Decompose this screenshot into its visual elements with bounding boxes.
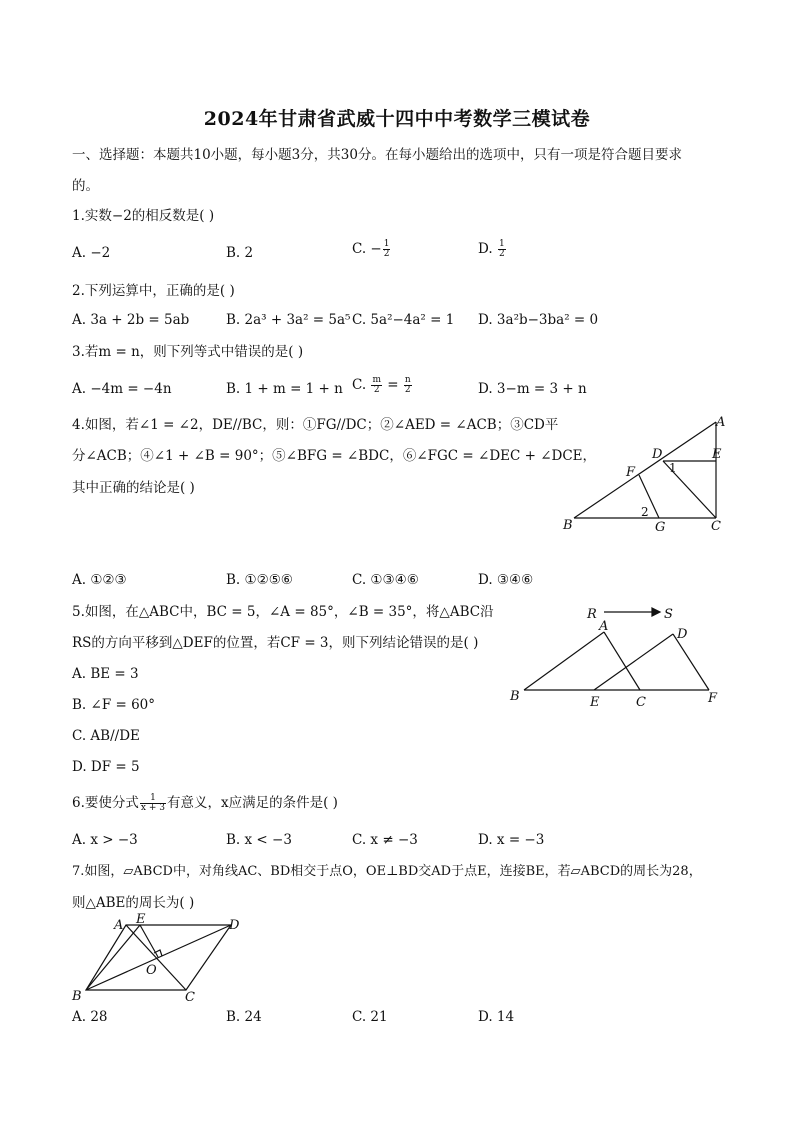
q2-option-a: A. 3a + 2b = 5ab: [72, 312, 190, 328]
label-f: F: [626, 465, 636, 480]
q6-option-b: B. x < −3: [226, 832, 292, 848]
fraction: $\frac{m}{2}$: [372, 375, 381, 395]
q4-option-a: A. ①②③: [72, 572, 127, 588]
q5-option-b: B. ∠F = 60°: [72, 697, 156, 713]
line-ba: [574, 422, 716, 518]
label-r: R: [587, 607, 597, 622]
label-angle-1: 1: [669, 461, 677, 475]
label-e: E: [136, 912, 146, 927]
label-a: A: [599, 619, 609, 634]
label-angle-2: 2: [641, 505, 649, 519]
section-instruction-line2: 的。: [72, 178, 99, 194]
line-ba: [524, 632, 604, 690]
label-c: C: [636, 695, 646, 710]
q1-option-b: B. 2: [226, 245, 254, 261]
q2-option-b: B. 2a³ + 3a² = 5a⁵: [226, 312, 351, 328]
q1-option-a: A. −2: [72, 245, 111, 261]
q7-option-a: A. 28: [72, 1009, 108, 1025]
label-e: E: [590, 695, 600, 710]
q5-option-a: A. BE = 3: [72, 666, 139, 682]
label-b: B: [72, 989, 82, 1004]
q4-option-b: B. ①②⑤⑥: [226, 572, 293, 588]
question-5-line1: 5.如图，在△ABC中，BC = 5，∠A = 85°，∠B = 35°，将△ABC沿: [72, 604, 494, 620]
q7-option-b: B. 24: [226, 1009, 262, 1025]
fraction: $\frac{1}{x + 3}$: [140, 793, 165, 813]
q4-figure: [556, 412, 732, 536]
question-4-line3: 其中正确的结论是( ): [72, 480, 195, 496]
q7-option-d: D. 14: [478, 1009, 515, 1025]
question-6-stem: 6.要使分式 $\frac{1}{x + 3}$ 有意义，x应满足的条件是( ): [72, 793, 338, 813]
line-ed: [594, 634, 673, 690]
q6-option-d: D. x = −3: [478, 832, 545, 848]
label-a: A: [114, 918, 124, 933]
q1-option-c: C. − $\frac{1}{2}$: [352, 239, 390, 259]
label-c: C: [185, 990, 195, 1005]
fraction: $\frac{1}{2}$: [383, 239, 390, 259]
q1-option-d: D. $\frac{1}{2}$: [478, 239, 505, 259]
label-d: D: [229, 918, 240, 933]
question-1-stem: 1.实数−2的相反数是( ): [72, 208, 215, 224]
page-title: 2024年甘肃省武威十四中中考数学三模试卷: [203, 108, 591, 130]
question-2-stem: 2.下列运算中，正确的是( ): [72, 283, 235, 299]
label-o: O: [146, 963, 157, 978]
question-4-line1: 4.如图，若∠1 = ∠2，DE//BC，则：①FG//DC；②∠AED = ∠ACB；③CD平: [72, 417, 559, 433]
fraction: $\frac{1}{2}$: [498, 239, 505, 259]
label-g: G: [655, 520, 666, 535]
q7-option-c: C. 21: [352, 1009, 388, 1025]
question-5-line2: RS的方向平移到△DEF的位置，若CF = 3，则下列结论错误的是( ): [72, 635, 479, 651]
label-f: F: [708, 691, 718, 706]
label-a: A: [716, 415, 726, 430]
label-b: B: [563, 518, 573, 533]
question-7-line2: 则△ABE的周长为( ): [72, 895, 195, 911]
q4-option-d: D. ③④⑥: [478, 572, 534, 588]
q3-option-b: B. 1 + m = 1 + n: [226, 381, 343, 397]
line-df: [673, 634, 709, 690]
fraction: $\frac{n}{2}$: [404, 375, 411, 395]
q2-option-d: D. 3a²b−3ba² = 0: [478, 312, 599, 328]
arrow-head: [652, 608, 660, 616]
label-d: D: [677, 627, 688, 642]
label-e: E: [712, 447, 722, 462]
q4-option-c: C. ①③④⑥: [352, 572, 419, 588]
q5-figure: [504, 600, 726, 712]
q5-option-c: C. AB//DE: [72, 728, 140, 744]
question-3-stem: 3.若m = n，则下列等式中错误的是( ): [72, 344, 304, 360]
q2-option-c: C. 5a²−4a² = 1: [352, 312, 455, 328]
label-c: C: [711, 519, 721, 534]
q3-option-c: C. $\frac{m}{2}$ = $\frac{n}{2}$: [352, 375, 411, 395]
question-7-line1: 7.如图，▱ABCD中，对角线AC、BD相交于点O，OE⊥BD交AD于点E，连接BE，若▱ABCD的周长为28，: [72, 864, 702, 879]
q6-option-a: A. x > −3: [72, 832, 138, 848]
diagonal-ac: [126, 925, 186, 990]
diagonal-bd: [86, 925, 231, 990]
question-4-line2: 分∠ACB；④∠1 + ∠B = 90°；⑤∠BFG = ∠BDC，⑥∠FGC = ∠DEC + ∠DCE，: [72, 448, 597, 464]
label-d: D: [652, 447, 663, 462]
q6-option-c: C. x ≠ −3: [352, 832, 418, 848]
q3-option-d: D. 3−m = 3 + n: [478, 381, 587, 397]
q7-figure: [66, 912, 246, 1010]
label-s: S: [664, 607, 673, 622]
label-b: B: [510, 689, 520, 704]
section-instruction-line1: 一、选择题：本题共10小题，每小题3分，共30分。在每小题给出的选项中，只有一项是符合题目要求: [72, 147, 682, 163]
q3-option-a: A. −4m = −4n: [72, 381, 172, 397]
segment-be: [86, 925, 140, 990]
q5-option-d: D. DF = 5: [72, 759, 140, 775]
